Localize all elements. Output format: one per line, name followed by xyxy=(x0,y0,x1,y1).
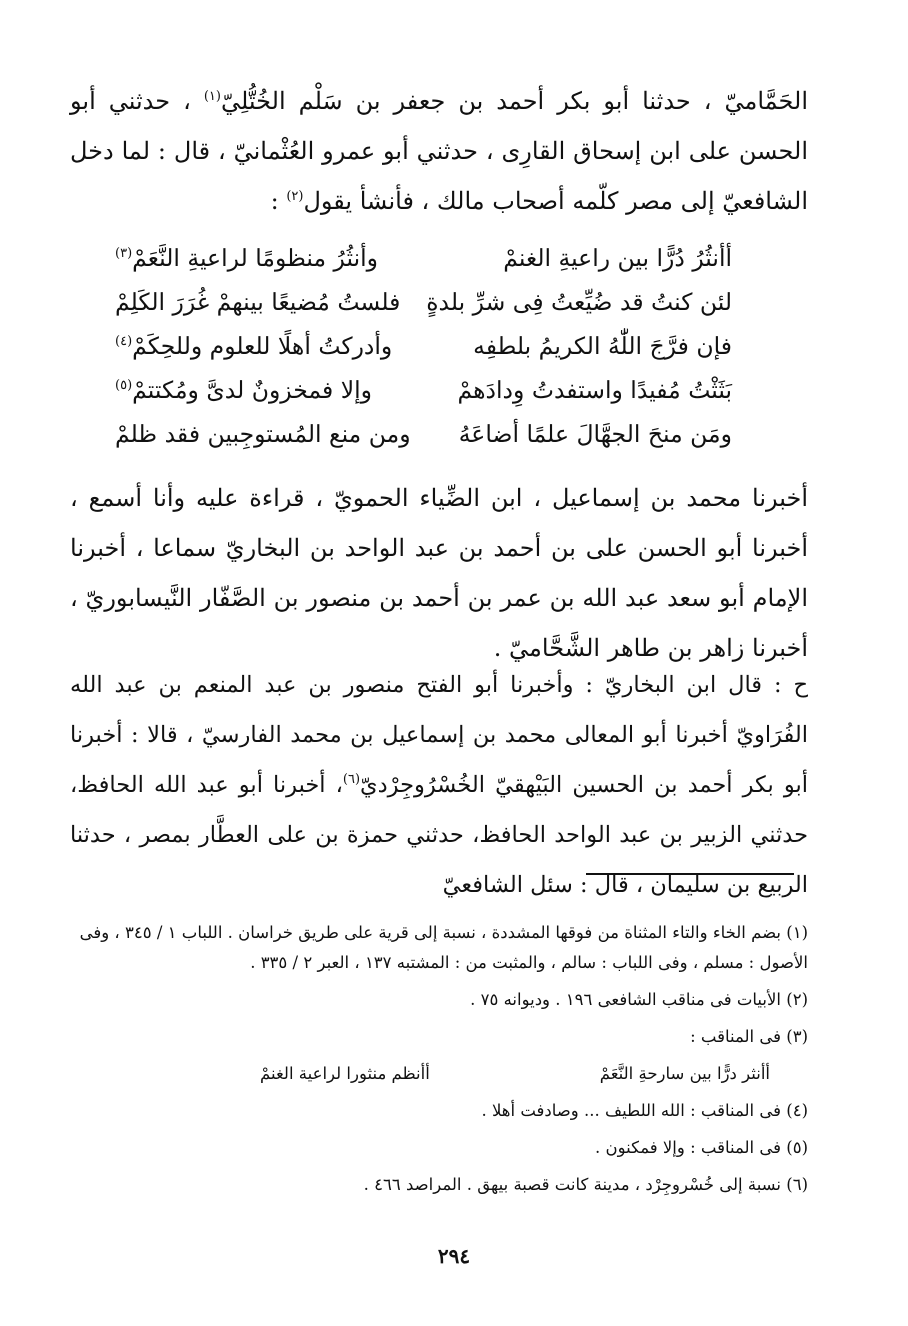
footnote-ref-5: (٥) xyxy=(115,378,133,393)
paragraph-3-text-a: ح : قال ابن البخاريّ : وأخبرنا أبو الفتح منصور بن عبد المنعم بن عبد الله الفُرَاويّ أخبرنا أبو المعالى محمد بن إسماعيل بن محمد الفارسيّ ، قالا : أخبرنا أبو بكر أحمد بن الحسين البَيْهقيّ الخُسْرُوجِرْديّ xyxy=(70,672,808,798)
footnote-5: (٥) فى المناقب : وإلا فمكنون . xyxy=(594,1138,808,1157)
footnote-3: (٣) فى المناقب : xyxy=(690,1027,808,1046)
footnote-ref-1: (١) xyxy=(203,89,221,104)
verse-second-hemistich xyxy=(115,324,392,368)
footnote-6: (٦) نسبة إلى خُسْروجِرْد ، مدينة كانت قصبة بيهق . المراصد ٤٦٦ . xyxy=(363,1175,808,1194)
poem-verse xyxy=(115,280,732,324)
verse-second-hemistich xyxy=(115,368,372,412)
paragraph-3-text-b: ، أخبرنا أبو عبد الله الحافظ، حدثني الزبير بن عبد الواحد الحافظ، حدثني حمزة بن على العطَّار بمصر ، حدثنا الربيع بن سليمان ، قال : سئل الشافعيّ xyxy=(70,772,808,898)
paragraph-1 xyxy=(70,76,808,226)
verse-first-hemistich: أأنثُرُ دُرًّا بين راعيةِ الغنمْ xyxy=(503,244,732,272)
verse-second-hemistich xyxy=(115,236,378,280)
verse-second-hemistich xyxy=(115,412,411,456)
hemistich-text: وإلا فمخزونٌ لدىَّ ومُكتتمْ xyxy=(132,376,373,404)
footnote-2: (٢) الأبيات فى مناقب الشافعى ١٩٦ . وديوانه ٧٥ . xyxy=(470,990,808,1009)
poem-verse xyxy=(115,412,732,456)
verse-first-hemistich: فإن فرَّجَ اللّٰهُ الكريمُ بلطفِه xyxy=(473,332,732,360)
footnotes xyxy=(70,918,808,1207)
footnote-4: (٤) فى المناقب : الله اللطيف ... وصادفت أهلا . xyxy=(481,1101,808,1120)
poem xyxy=(115,236,732,456)
hemistich-text: وأدركتُ أهلًا للعلوم وللحِكَمْ xyxy=(132,332,393,360)
paragraph-1-text-a: الحَمَّاميّ ، حدثنا أبو بكر أحمد بن جعفر بن سَلْم الخُتُّلِيّ xyxy=(220,87,808,115)
footnote-ref-2: (٢) xyxy=(286,189,304,204)
footnote-3-first-hemistich: أأنثر درًّا بين سارحةِ النَّعَمْ xyxy=(599,1064,770,1083)
paragraph-2: أخبرنا محمد بن إسماعيل ، ابن الضِّياء الحمويّ ، قراءة عليه وأنا أسمع ، أخبرنا أبو الحسن على بن أحمد بن عبد الواحد بن البخاريّ سماعا ، أخبرنا الإمام أبو سعد عبد الله بن عمر بن أحمد بن منصور بن الصَّفّار النَّيسابوريّ ، أخبرنا زاهر بن طاهر الشَّحَّاميّ . xyxy=(70,484,808,662)
verse-first-hemistich: ومَن منحَ الجهَّالَ علمًا أضاعَهُ xyxy=(458,420,732,448)
footnote-ref-4: (٤) xyxy=(115,334,133,349)
footnote-3-second-hemistich: أأنظم منثورا لراعية الغنمْ xyxy=(260,1064,430,1083)
verse-second-hemistich xyxy=(115,280,400,324)
hemistich-text: فلستُ مُضيعًا بينهمْ غُرَرَ الكَلِمْ xyxy=(115,288,401,316)
verse-first-hemistich: لئن كنتُ قد ضُيِّعتُ فِى شرِّ بلدةٍ xyxy=(426,288,732,316)
poem-verse xyxy=(115,368,732,412)
poem-verse xyxy=(115,236,732,280)
footnote-ref-3: (٣) xyxy=(115,246,133,261)
paragraph-1-text-b: ، حدثني أبو الحسن على ابن إسحاق القارِى ، حدثني أبو عمرو العُثْمانيّ ، قال : لما دخل الشافعيّ إلى مصر كلّمه أصحاب مالك ، فأنشأ يقول xyxy=(70,87,808,215)
footnote-separator xyxy=(586,873,794,875)
footnote-3-verse xyxy=(70,1059,808,1089)
paragraph-1-text-c: : xyxy=(270,187,287,215)
footnote-1: (١) بضم الخاء والتاء المثناة من فوقها المشددة ، نسبة إلى قرية على طريق خراسان . اللباب ١ / ٣٤٥ ، وفى الأصول : مسلم ، وفى اللباب : سالم ، والمثبت من : المشتبه ١٣٧ ، العبر ٢ / ٣٣٥ . xyxy=(79,923,808,972)
verse-first-hemistich: بَثَثْتُ مُفيدًا واستفدتُ وِدادَهمْ xyxy=(457,376,732,404)
hemistich-text: ومن منع المُستوجِبين فقد ظلمْ xyxy=(115,420,411,448)
hemistich-text: وأنثُرُ منظومًا لراعيةِ النَّعَمْ xyxy=(132,244,378,272)
poem-verse xyxy=(115,324,732,368)
footnote-ref-6: (٦) xyxy=(342,772,361,787)
page-number: ٢٩٤ xyxy=(437,1244,471,1268)
